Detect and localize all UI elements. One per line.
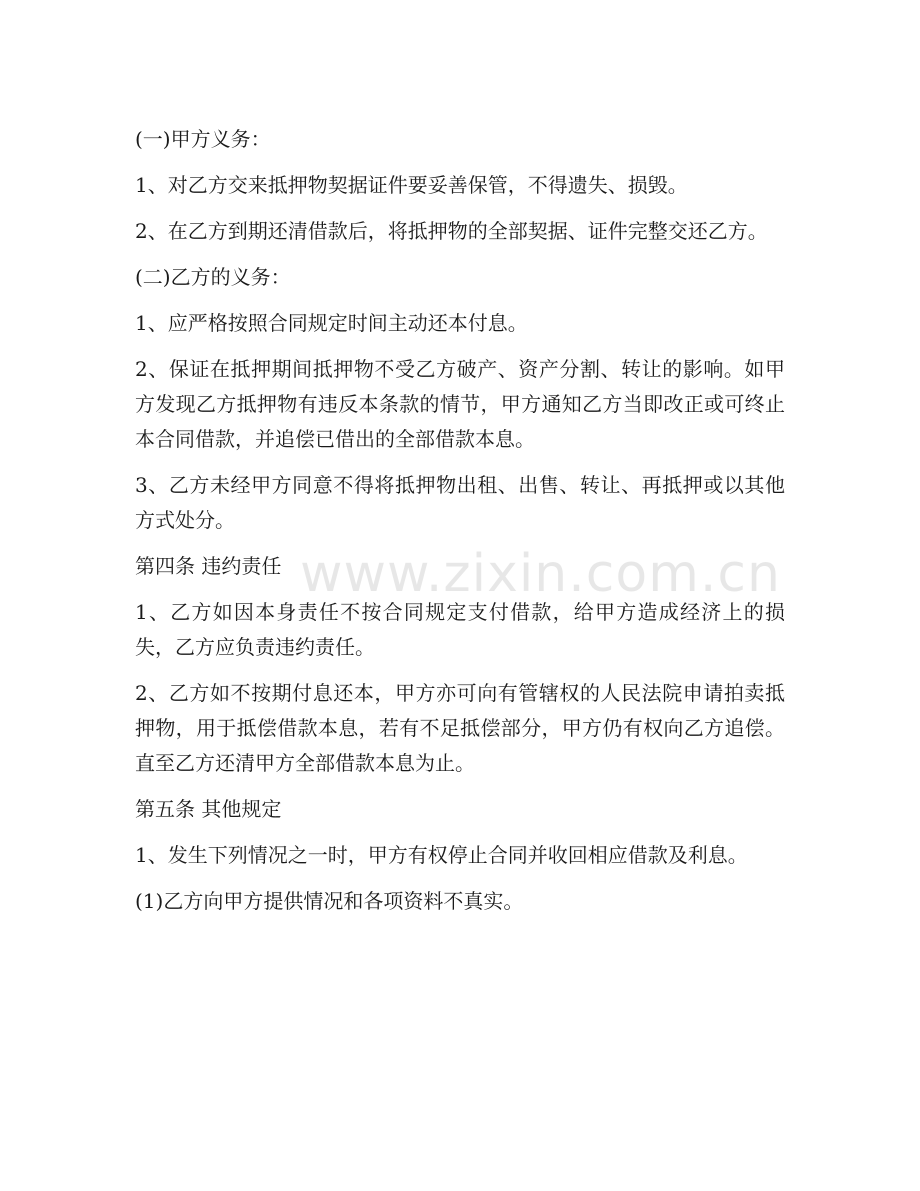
- section-heading-party-b-obligations: (二)乙方的义务：: [135, 265, 291, 289]
- paragraph: 1、对乙方交来抵押物契据证件要妥善保管，不得遗失、损毁。: [135, 173, 688, 197]
- paragraph: 2、在乙方到期还清借款后，将抵押物的全部契据、证件完整交还乙方。: [135, 219, 768, 243]
- document-body: [135, 122, 785, 930]
- article-heading-breach-liability: 第四条 违约责任: [135, 554, 282, 578]
- paragraph: 3、乙方未经甲方同意不得将抵押物出租、出售、转让、再抵押或以其他方式处分。: [135, 473, 785, 532]
- paragraph: (1)乙方向甲方提供情况和各项资料不真实。: [135, 889, 524, 913]
- watermark: www.zixin.com.cn: [300, 544, 781, 604]
- paragraph: 2、保证在抵押期间抵押物不受乙方破产、资产分割、转让的影响。如甲方发现乙方抵押物有违反本条款的情节，甲方通知乙方当即改正或可终止本合同借款，并追偿已借出的全部借款本息。: [135, 357, 785, 451]
- paragraph: 1、发生下列情况之一时，甲方有权停止合同并收回相应借款及利息。: [135, 843, 748, 867]
- paragraph: 2、乙方如不按期付息还本，甲方亦可向有管辖权的人民法院申请拍卖抵押物，用于抵偿借款本息，若有不足抵偿部分，甲方仍有权向乙方追偿。直至乙方还清甲方全部借款本息为止。: [135, 681, 785, 775]
- section-heading-party-a-obligations: (一)甲方义务：: [135, 127, 271, 151]
- article-heading-other-provisions: 第五条 其他规定: [135, 797, 282, 821]
- paragraph: 1、应严格按照合同规定时间主动还本付息。: [135, 311, 528, 335]
- paragraph: 1、乙方如因本身责任不按合同规定支付借款，给甲方造成经济上的损失，乙方应负责违约责任。: [135, 600, 785, 659]
